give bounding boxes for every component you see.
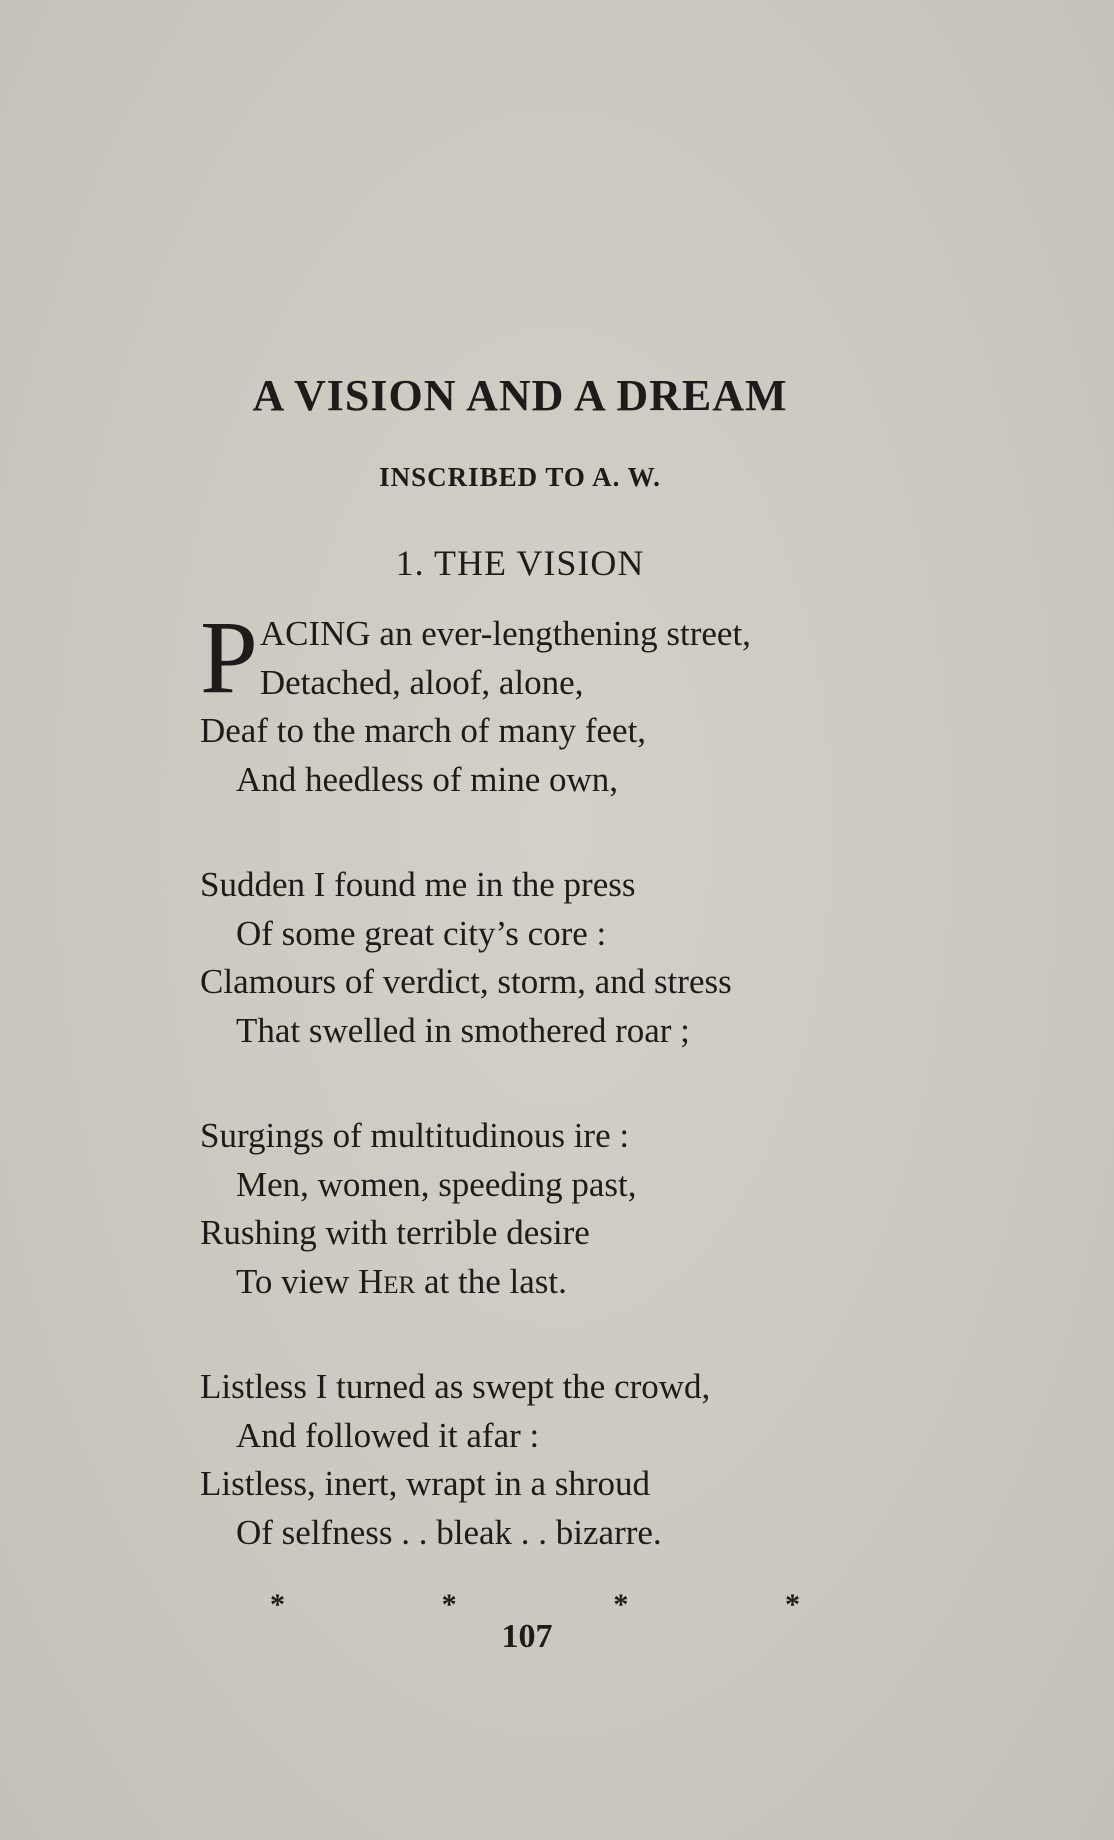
poem-line: Of some great city’s core : — [236, 913, 607, 953]
poem-body — [200, 600, 1020, 1557]
section-separator — [270, 1588, 800, 1622]
poem-line-text: at the last. — [423, 1261, 567, 1301]
poem-line-text: Detached, aloof, alone, — [259, 662, 584, 702]
section-heading: 1. THE VISION — [395, 543, 645, 583]
poem-title: A VISION AND A DREAM — [252, 371, 788, 420]
separator-star: * — [784, 1588, 800, 1621]
separator-star: * — [613, 1588, 629, 1621]
separator-star: * — [270, 1588, 285, 1621]
stanza-1 — [200, 600, 1020, 804]
poem-line — [200, 1258, 1020, 1307]
poem-line: Sudden I found me in the press — [200, 865, 636, 904]
poem-line: Listless I turned as swept the crowd, — [200, 1367, 711, 1406]
stanza-2 — [200, 861, 1020, 1055]
stanza-3 — [200, 1112, 1020, 1306]
poem-line: And heedless of mine own, — [236, 759, 619, 799]
poem-line: Deaf to the march of many feet, — [200, 711, 647, 750]
poem-line: And followed it afar : — [236, 1415, 540, 1455]
poem-line-smallcaps: Her — [357, 1261, 416, 1301]
poem-line: That swelled in smothered roar ; — [236, 1010, 690, 1050]
poem-line: Surgings of multitudinous ire : — [200, 1116, 630, 1155]
drop-cap: P — [200, 600, 258, 715]
poem-inscription: INSCRIBED TO A. W. — [379, 462, 661, 492]
poem-line: ACING an ever-lengthening street, — [259, 614, 751, 653]
poem-line — [200, 659, 1020, 708]
separator-star: * — [441, 1588, 457, 1621]
poem-line: Rushing with terrible desire — [200, 1213, 590, 1252]
poem-line: Listless, inert, wrapt in a shroud — [200, 1464, 651, 1503]
poem-line: Clamours of verdict, storm, and stress — [200, 962, 732, 1001]
page-number: 107 — [501, 1618, 553, 1655]
poem-line-text: To view — [236, 1261, 350, 1301]
poem-line: Men, women, speeding past, — [236, 1164, 637, 1204]
stanza-4 — [200, 1363, 1020, 1557]
poem-line: Of selfness . . bleak . . bizarre. — [236, 1512, 662, 1552]
